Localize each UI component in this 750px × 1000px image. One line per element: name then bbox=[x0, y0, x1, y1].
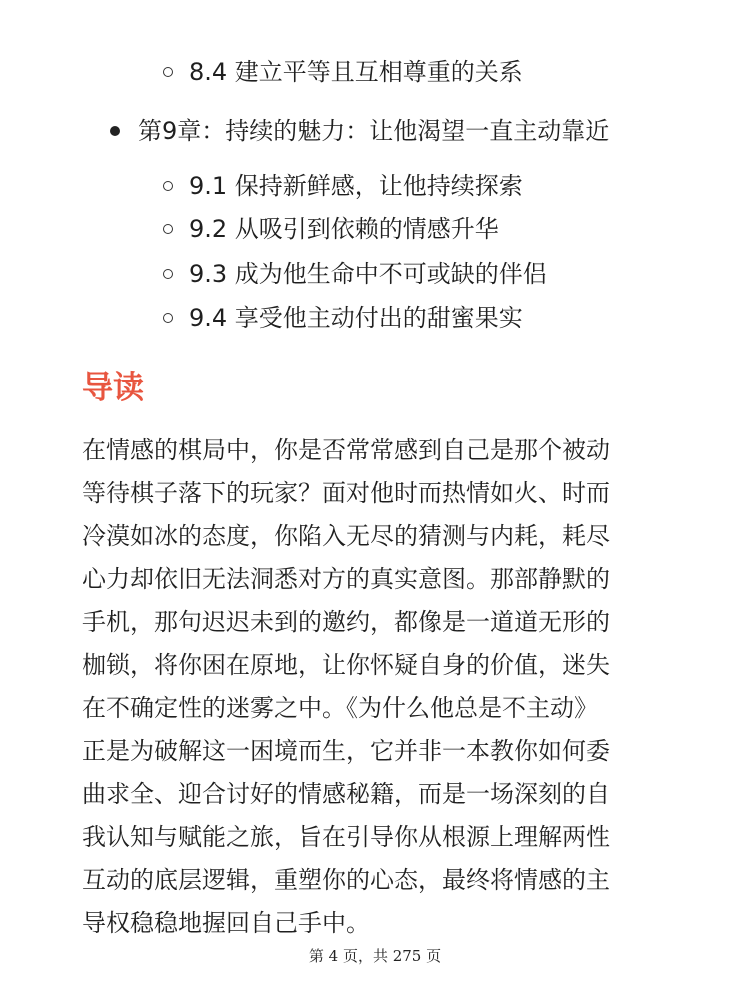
circle-bullet-icon bbox=[163, 313, 173, 323]
toc-subsection-9-3 bbox=[163, 258, 547, 290]
toc-subsection-9-4 bbox=[163, 302, 523, 334]
paragraph-line: 导权稳稳地握回自己手中。 bbox=[82, 909, 370, 937]
paragraph-line: 等待棋子落下的玩家？面对他时而热情如火、时而 bbox=[82, 479, 610, 507]
paragraph-line: 在情感的棋局中，你是否常常感到自己是那个被动 bbox=[82, 436, 610, 464]
circle-bullet-icon bbox=[163, 181, 173, 191]
disc-bullet-icon bbox=[110, 126, 120, 136]
circle-bullet-icon bbox=[163, 269, 173, 279]
paragraph-line: 手机，那句迟迟未到的邀约，都像是一道道无形的 bbox=[82, 608, 610, 636]
circle-bullet-icon bbox=[163, 67, 173, 77]
paragraph-line: 冷漠如冰的态度，你陷入无尽的猜测与内耗，耗尽 bbox=[82, 522, 610, 550]
paragraph-line: 我认知与赋能之旅，旨在引导你从根源上理解两性 bbox=[82, 823, 610, 851]
toc-item-label: 9.2 从吸引到依赖的情感升华 bbox=[189, 215, 499, 243]
paragraph-line: 曲求全、迎合讨好的情感秘籍，而是一场深刻的自 bbox=[82, 780, 610, 808]
toc-subsection-9-2 bbox=[163, 213, 499, 245]
toc-item-label: 第9章：持续的魅力：让他渴望一直主动靠近 bbox=[138, 117, 610, 145]
page-number-footer: 第 4 页，共 275 页 bbox=[308, 947, 442, 965]
toc-subsection-8-4 bbox=[163, 56, 523, 88]
paragraph-line: 在不确定性的迷雾之中。《为什么他总是不主动》 bbox=[82, 694, 598, 722]
section-heading: 导读 bbox=[82, 370, 144, 406]
toc-item-label: 9.3 成为他生命中不可或缺的伴侣 bbox=[189, 260, 547, 288]
toc-item-label: 8.4 建立平等且互相尊重的关系 bbox=[189, 58, 523, 86]
paragraph-line: 枷锁，将你困在原地，让你怀疑自身的价值，迷失 bbox=[82, 651, 610, 679]
paragraph-line: 互动的底层逻辑，重塑你的心态，最终将情感的主 bbox=[82, 866, 610, 894]
toc-item-label: 9.1 保持新鲜感，让他持续探索 bbox=[189, 172, 523, 200]
paragraph-line: 正是为破解这一困境而生，它并非一本教你如何委 bbox=[82, 737, 610, 765]
toc-item-label: 9.4 享受他主动付出的甜蜜果实 bbox=[189, 304, 523, 332]
paragraph-line: 心力却依旧无法洞悉对方的真实意图。那部静默的 bbox=[82, 565, 610, 593]
toc-subsection-9-1 bbox=[163, 170, 523, 202]
toc-chapter-9 bbox=[110, 115, 609, 147]
circle-bullet-icon bbox=[163, 224, 173, 234]
